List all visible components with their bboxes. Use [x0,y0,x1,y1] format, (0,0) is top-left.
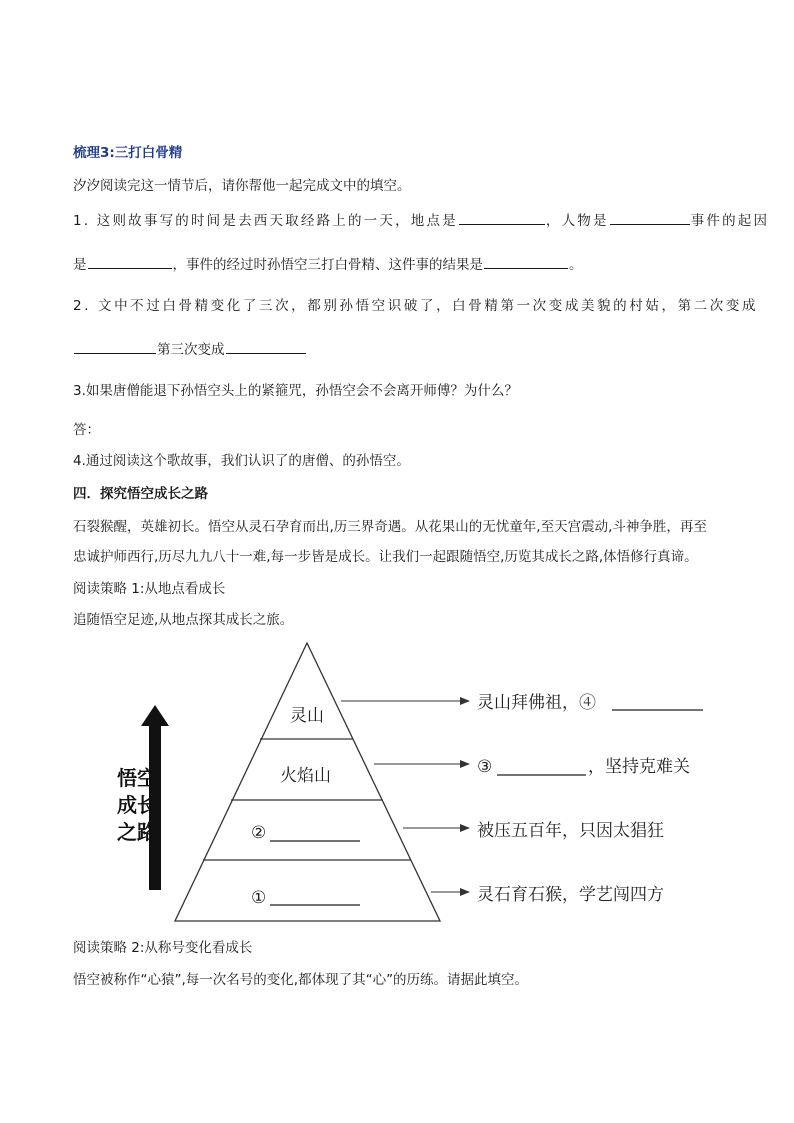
note-level-3-suffix: ，坚持克难关 [588,757,690,777]
note-level-1: 灵石育石猴，学艺闯四方 [477,885,664,905]
question-3: 3.如果唐僧能退下孙悟空头上的紧箍咒，孙悟空会不会离开师傅？为什么？ [73,383,518,399]
section-4-title: 四．探究悟空成长之路 [73,486,208,502]
growth-arrow-head [141,705,169,726]
note-level-2: 被压五百年，只因太猖狂 [477,821,664,841]
arrow-head-3 [460,824,470,832]
level-label-1: ① [251,888,267,908]
note-level-4: 灵山拜佛祖，④ [477,693,596,713]
section-4-paragraph-2: 忠诚护师西行,历尽九九八十一难,每一步皆是成长。让我们一起跟随悟空,历览其成长之路,体悟修行真谛。 [73,549,698,565]
note-level-3-prefix: ③ [477,757,493,777]
q2-mid-text: 第三次变成 [157,342,225,358]
q1-text-a: 1. 这则故事写的时间是去西天取经路上的一天，地点是 [73,213,458,229]
arrow-head-4 [460,888,470,896]
level-label-lingshan: 灵山 [290,706,324,726]
section-4-paragraph-1: 石裂猴醒，英雄初长。悟空从灵石孕育而出,历三界奇遇。从花果山的无忧童年,至天宫震动,斗神争胜，再至 [73,519,707,535]
q1-text-f: 。 [569,257,583,273]
strategy-2-desc: 悟空被称作“心猿”,每一次名号的变化,都体现了其“心”的历练。请据此填空。 [73,972,529,988]
question-2-line-1: 2. 文中不过白骨精变化了三次，都别孙悟空识破了，白骨精第一次变成美貌的村姑，第二次变成 [73,298,759,314]
level-label-2: ② [251,823,267,843]
arrow-head-1 [460,697,470,705]
q1-text-b: ，人物是 [545,213,609,229]
arrow-head-2 [460,760,470,768]
question-4: 4.通过阅读这个歌故事，我们认识了的唐僧、的孙悟空。 [73,453,410,469]
strategy-1-title: 阅读策略 1:从地点看成长 [73,581,226,597]
q1-text-c: 事件的起因 [690,213,770,229]
q1-text-e: ，事件的经过时孙悟空三打白骨精、这件事的结果是 [172,257,483,273]
strategy-1-desc: 追随悟空足迹,从地点探其成长之旅。 [73,612,294,628]
answer-label: 答： [73,422,100,438]
level-label-huoyanshan: 火焰山 [280,766,331,786]
intro-text: 汐汐阅读完这一情节后，请你帮他一起完成文中的填空。 [73,178,411,194]
side-label-2: 成长 [117,793,157,817]
side-label-1: 悟空 [117,766,157,790]
side-label-3: 之路 [117,820,157,844]
strategy-2-title: 阅读策略 2:从称号变化看成长 [73,940,253,956]
q1-text-d: 是 [73,257,87,273]
section-title: 梳理3:三打白骨精 [73,145,183,161]
